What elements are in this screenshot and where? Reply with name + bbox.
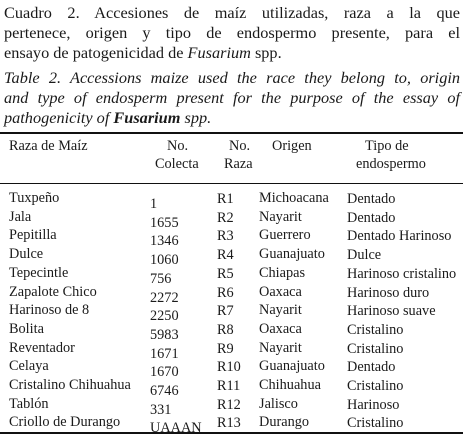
cell-colecta: 1671 xyxy=(150,345,179,362)
cell-origen: Oaxaca xyxy=(259,283,302,300)
cell-tipo: Dentado xyxy=(347,191,396,207)
cell-raza: Tepecintle xyxy=(9,264,69,281)
caption-es-line-3-pre: ensayo de patogenicidad de xyxy=(4,43,188,62)
caption-en-line-3-post: spp. xyxy=(180,108,212,127)
cell-origen: Nayarit xyxy=(259,302,302,319)
cell-tipo: Dentado xyxy=(347,359,396,376)
cell-colecta: UAAAN xyxy=(150,420,202,437)
table-header-rule xyxy=(0,183,463,184)
caption-english xyxy=(4,68,460,128)
cell-origen: Chiapas xyxy=(259,264,306,281)
cell-colecta: 2272 xyxy=(150,289,179,306)
cell-raza: Jala xyxy=(9,208,32,225)
cell-tipo: Cristalino xyxy=(347,321,404,338)
cell-no-raza: R1 xyxy=(217,191,234,207)
cell-colecta: 2250 xyxy=(150,308,179,325)
cell-raza: Tuxpeño xyxy=(9,190,60,206)
cell-raza: Cristalino Chihuahua xyxy=(9,377,131,393)
caption-es-genus: Fusarium xyxy=(187,43,251,62)
cell-tipo: Harinoso suave xyxy=(347,303,436,320)
table-bottom-rule xyxy=(0,432,463,434)
cell-raza: Harinoso de 8 xyxy=(9,302,90,319)
caption-spanish xyxy=(4,3,460,63)
header-no-colecta-line-1: No. xyxy=(167,138,189,154)
cell-no-raza: R10 xyxy=(217,359,241,376)
caption-es-line-3 xyxy=(4,43,282,62)
cell-no-raza: R13 xyxy=(217,415,241,432)
cell-no-raza: R3 xyxy=(217,228,234,245)
cell-raza: Zapalote Chico xyxy=(9,283,97,300)
cell-tipo: Cristalino xyxy=(347,378,404,394)
cell-no-raza: R4 xyxy=(217,247,234,264)
cell-origen: Guanajuato xyxy=(259,246,325,263)
caption-en-line-1: Table 2. Accessions maize used the race they belong to, origin xyxy=(4,68,460,87)
cell-raza: Criollo de Durango xyxy=(9,414,121,431)
cell-colecta: 1655 xyxy=(150,214,179,231)
cell-no-raza: R2 xyxy=(217,209,234,226)
cell-colecta: 1060 xyxy=(150,252,179,269)
cell-no-raza: R11 xyxy=(217,378,241,394)
caption-en-line-2: and type of endosperm present for the purpose of the essay of xyxy=(4,88,460,107)
cell-no-raza: R9 xyxy=(217,340,234,357)
cell-origen: Chihuahua xyxy=(259,377,321,393)
cell-no-raza: R6 xyxy=(217,284,234,301)
cell-raza: Tablón xyxy=(9,395,49,412)
caption-en-genus: Fusarium xyxy=(113,108,181,127)
cell-tipo: Harinoso cristalino xyxy=(347,265,457,282)
cell-origen: Michoacana xyxy=(259,190,329,206)
header-no-raza-line-2: Raza xyxy=(224,156,253,172)
cell-no-raza: R5 xyxy=(217,265,234,282)
caption-en-line-3 xyxy=(4,108,211,127)
caption-es-line-3-post: spp. xyxy=(250,43,282,62)
cell-tipo: Cristalino xyxy=(347,415,404,432)
cell-raza: Dulce xyxy=(9,246,44,263)
cell-colecta: 756 xyxy=(150,270,172,287)
cell-origen: Durango xyxy=(259,414,310,431)
cell-no-raza: R12 xyxy=(217,396,241,413)
cell-tipo: Cristalino xyxy=(347,340,404,357)
cell-colecta: 331 xyxy=(150,401,172,418)
cell-origen: Guerrero xyxy=(259,227,311,244)
header-raza: Raza de Maíz xyxy=(9,138,88,154)
caption-es-line-1: Cuadro 2. Accesiones de maíz utilizadas, raza a la que xyxy=(4,3,460,22)
caption-en-line-3-pre: pathogenicity of xyxy=(4,108,114,127)
cell-tipo: Dentado Harinoso xyxy=(347,228,452,245)
header-no-colecta-line-2: Colecta xyxy=(155,156,199,172)
cell-colecta: 1 xyxy=(150,196,158,212)
cell-origen: Guanajuato xyxy=(259,358,325,375)
table-top-rule xyxy=(0,132,463,134)
cell-no-raza: R8 xyxy=(217,321,234,338)
cell-colecta: 1670 xyxy=(150,364,179,381)
header-no-raza-line-1: No. xyxy=(229,138,251,154)
cell-raza: Pepitilla xyxy=(9,227,57,244)
cell-tipo: Harinoso duro xyxy=(347,284,430,301)
cell-tipo: Dentado xyxy=(347,209,396,226)
cell-colecta: 6746 xyxy=(150,383,179,399)
cell-tipo: Harinoso xyxy=(347,396,400,413)
header-tipo-line-2: endospermo xyxy=(356,156,426,172)
cell-raza: Celaya xyxy=(9,358,49,375)
cell-no-raza: R7 xyxy=(217,303,234,320)
cell-origen: Jalisco xyxy=(259,395,298,412)
cell-origen: Oaxaca xyxy=(259,320,302,337)
cell-raza: Reventador xyxy=(9,339,75,356)
cell-origen: Nayarit xyxy=(259,208,302,225)
header-origen: Origen xyxy=(272,138,312,154)
header-tipo-line-1: Tipo de xyxy=(365,138,409,154)
cell-tipo: Dulce xyxy=(347,247,382,264)
cell-colecta: 1346 xyxy=(150,233,179,250)
cell-colecta: 5983 xyxy=(150,326,179,343)
caption-es-line-2: pertenece, origen y tipo de endospermo presente, para el xyxy=(4,23,460,42)
cell-raza: Bolita xyxy=(9,320,44,337)
cell-origen: Nayarit xyxy=(259,339,302,356)
